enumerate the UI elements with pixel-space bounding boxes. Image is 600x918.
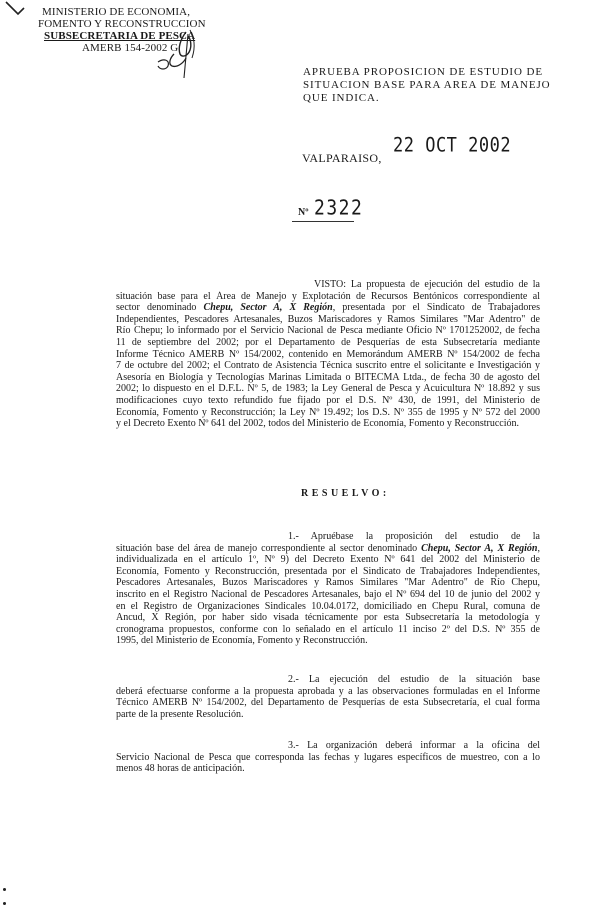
place-city: VALPARAISO, xyxy=(302,151,382,165)
visto-line: sector denominado Chepu, Sector A, X Región, presentada por el Sindicato de Trabajadores xyxy=(116,302,540,314)
header-subsecretaria: SUBSECRETARIA DE PESCA xyxy=(44,30,196,42)
subject-line-1: APRUEBA PROPOSICION DE ESTUDIO DE xyxy=(303,66,543,78)
item1-line: individualizada en el artículo 1º, Nº 9) del Decreto Exento Nº 641 del 2002 del Ministerio de xyxy=(116,554,540,566)
resolution-item-3 xyxy=(116,740,540,775)
visto-line: Informe Técnico AMERB Nº 154/2002, contenido en Memorándum AMERB Nº 154/2002 de fecha xyxy=(116,348,540,360)
header-ministry: MINISTERIO DE ECONOMIA, xyxy=(42,6,191,18)
visto-line: Independientes, Pescadores Artesanales, Buzos Mariscadores y Ramos Similares "Mar Adentro" de xyxy=(116,313,540,325)
visto-line: situación base para el Área de Manejo y Explotación de Recursos Bentónicos correspondiente al xyxy=(116,290,540,302)
scan-speck xyxy=(3,902,6,905)
item1-line: Economía, Fomento y Reconstrucción, presentada por el Sindicato de Trabajadores Independientes, xyxy=(116,565,540,577)
stamp-date: 22 OCT 2002 xyxy=(393,134,512,157)
item1-line: 1.- Apruébase la proposición del estudio de la xyxy=(288,531,540,542)
visto-line: Río Chepu; lo informado por el Servicio Nacional de Pesca mediante Oficio Nº 1701252002, de fecha xyxy=(116,325,540,337)
handwritten-initials xyxy=(150,28,220,80)
item1-line: inscrito en el Registro Nacional de Pescadores Artesanales, bajo el Nº 694 del 10 de junio del 2002 y xyxy=(116,588,540,600)
resuelvo-heading: RESUELVO: xyxy=(301,488,390,499)
header-fomento: FOMENTO Y RECONSTRUCCION xyxy=(38,18,206,30)
item2-line: parte de la presente Resolución. xyxy=(116,708,244,720)
subject-line-3: QUE INDICA. xyxy=(303,92,380,104)
item2-line: 2.- La ejecución del estudio de la situación base xyxy=(288,674,540,685)
emphasized-place-name: Chepu, Sector A, X Región xyxy=(203,302,333,314)
visto-line: y el Decreto Exento Nº 641 del 2002, todos del Ministerio de Economía, Fomento y Reconstrucción. xyxy=(116,418,520,430)
visto-line: 7 de octubre del 2002; el Contrato de Asistencia Técnica suscrito entre el solicitante e Investigación y xyxy=(116,360,540,372)
visto-line: 11 de septiembre del 2002; por el Departamento de Pesquerías de esta Subsecretaría mediante xyxy=(116,336,540,348)
corner-scan-mark xyxy=(4,0,34,24)
number-underline xyxy=(292,221,354,222)
resolution-item-2 xyxy=(116,674,540,720)
item2-line: Técnico AMERB Nº 154/2002, del Departamento de Pesquerías de esta Subsecretaría, el cual forma xyxy=(116,697,540,709)
item1-line: 1995, del Ministerio de Economía, Fomento y Reconstrucción. xyxy=(116,635,368,647)
resolution-number: 2322 xyxy=(314,196,364,221)
item1-line: cronograma propuestos, conforme con lo señalado en el artículo 11 inciso 2º del D.S. Nº 355 de xyxy=(116,623,540,635)
resolution-item-1 xyxy=(116,531,540,647)
emphasized-place-name: Chepu, Sector A, X Región xyxy=(421,542,538,554)
visto-paragraph xyxy=(116,279,540,430)
item1-line: Ancud, X Región, por haber sido visada técnicamente por esta Subsecretaría la metodología y xyxy=(116,612,540,624)
visto-line: VISTO: La propuesta de ejecución del estudio de la xyxy=(314,279,540,290)
visto-line: 2002; lo dispuesto en el D.F.L. Nº 5, de 1983; la Ley General de Pesca y Acuicultura Nº 18.892 y sus xyxy=(116,383,540,395)
visto-line: modificaciones cuyo texto refundido fue fijado por el D.S. Nº 430, de 1991, del Ministerio de xyxy=(116,394,540,406)
item2-line: deberá efectuarse conforme a la propuesta aprobada y a las observaciones formuladas en el Informe xyxy=(116,685,540,697)
item1-line: en el Registro de Organizaciones Sindicales 10.04.0172, domiciliado en Chepu Rural, comuna de xyxy=(116,600,540,612)
item1-line: situación base del área de manejo correspondiente al sector denominado Chepu, Sector A, X Región, xyxy=(116,542,540,554)
scan-speck xyxy=(3,888,6,891)
item3-line: Servicio Nacional de Pesca que corresponda las fechas y lugares específicos de muestreo, con a lo xyxy=(116,751,540,763)
item3-line: menos 48 horas de anticipación. xyxy=(116,763,245,775)
item1-line: Pescadores Artesanales, Buzos Mariscadores y Ramos Similares "Mar Adentro" de Río Chepu, xyxy=(116,577,540,589)
resolution-number-label: Nº xyxy=(298,207,309,218)
visto-line: Economía, Fomento y Reconstrucción; la Ley Nº 19.492; los D.S. Nº 355 de 1995 y Nº 572 del 2000 xyxy=(116,406,540,418)
visto-line: Asesoría en Biología y Tecnologías Marinas Limitada o BITECMA Ltda., de fecha 30 de agosto del xyxy=(116,371,540,383)
subject-line-2: SITUACION BASE PARA AREA DE MANEJO xyxy=(303,79,551,91)
header-amerb-ref: AMERB 154-2002 G xyxy=(82,42,179,54)
item3-line: 3.- La organización deberá informar a la oficina del xyxy=(288,740,540,751)
